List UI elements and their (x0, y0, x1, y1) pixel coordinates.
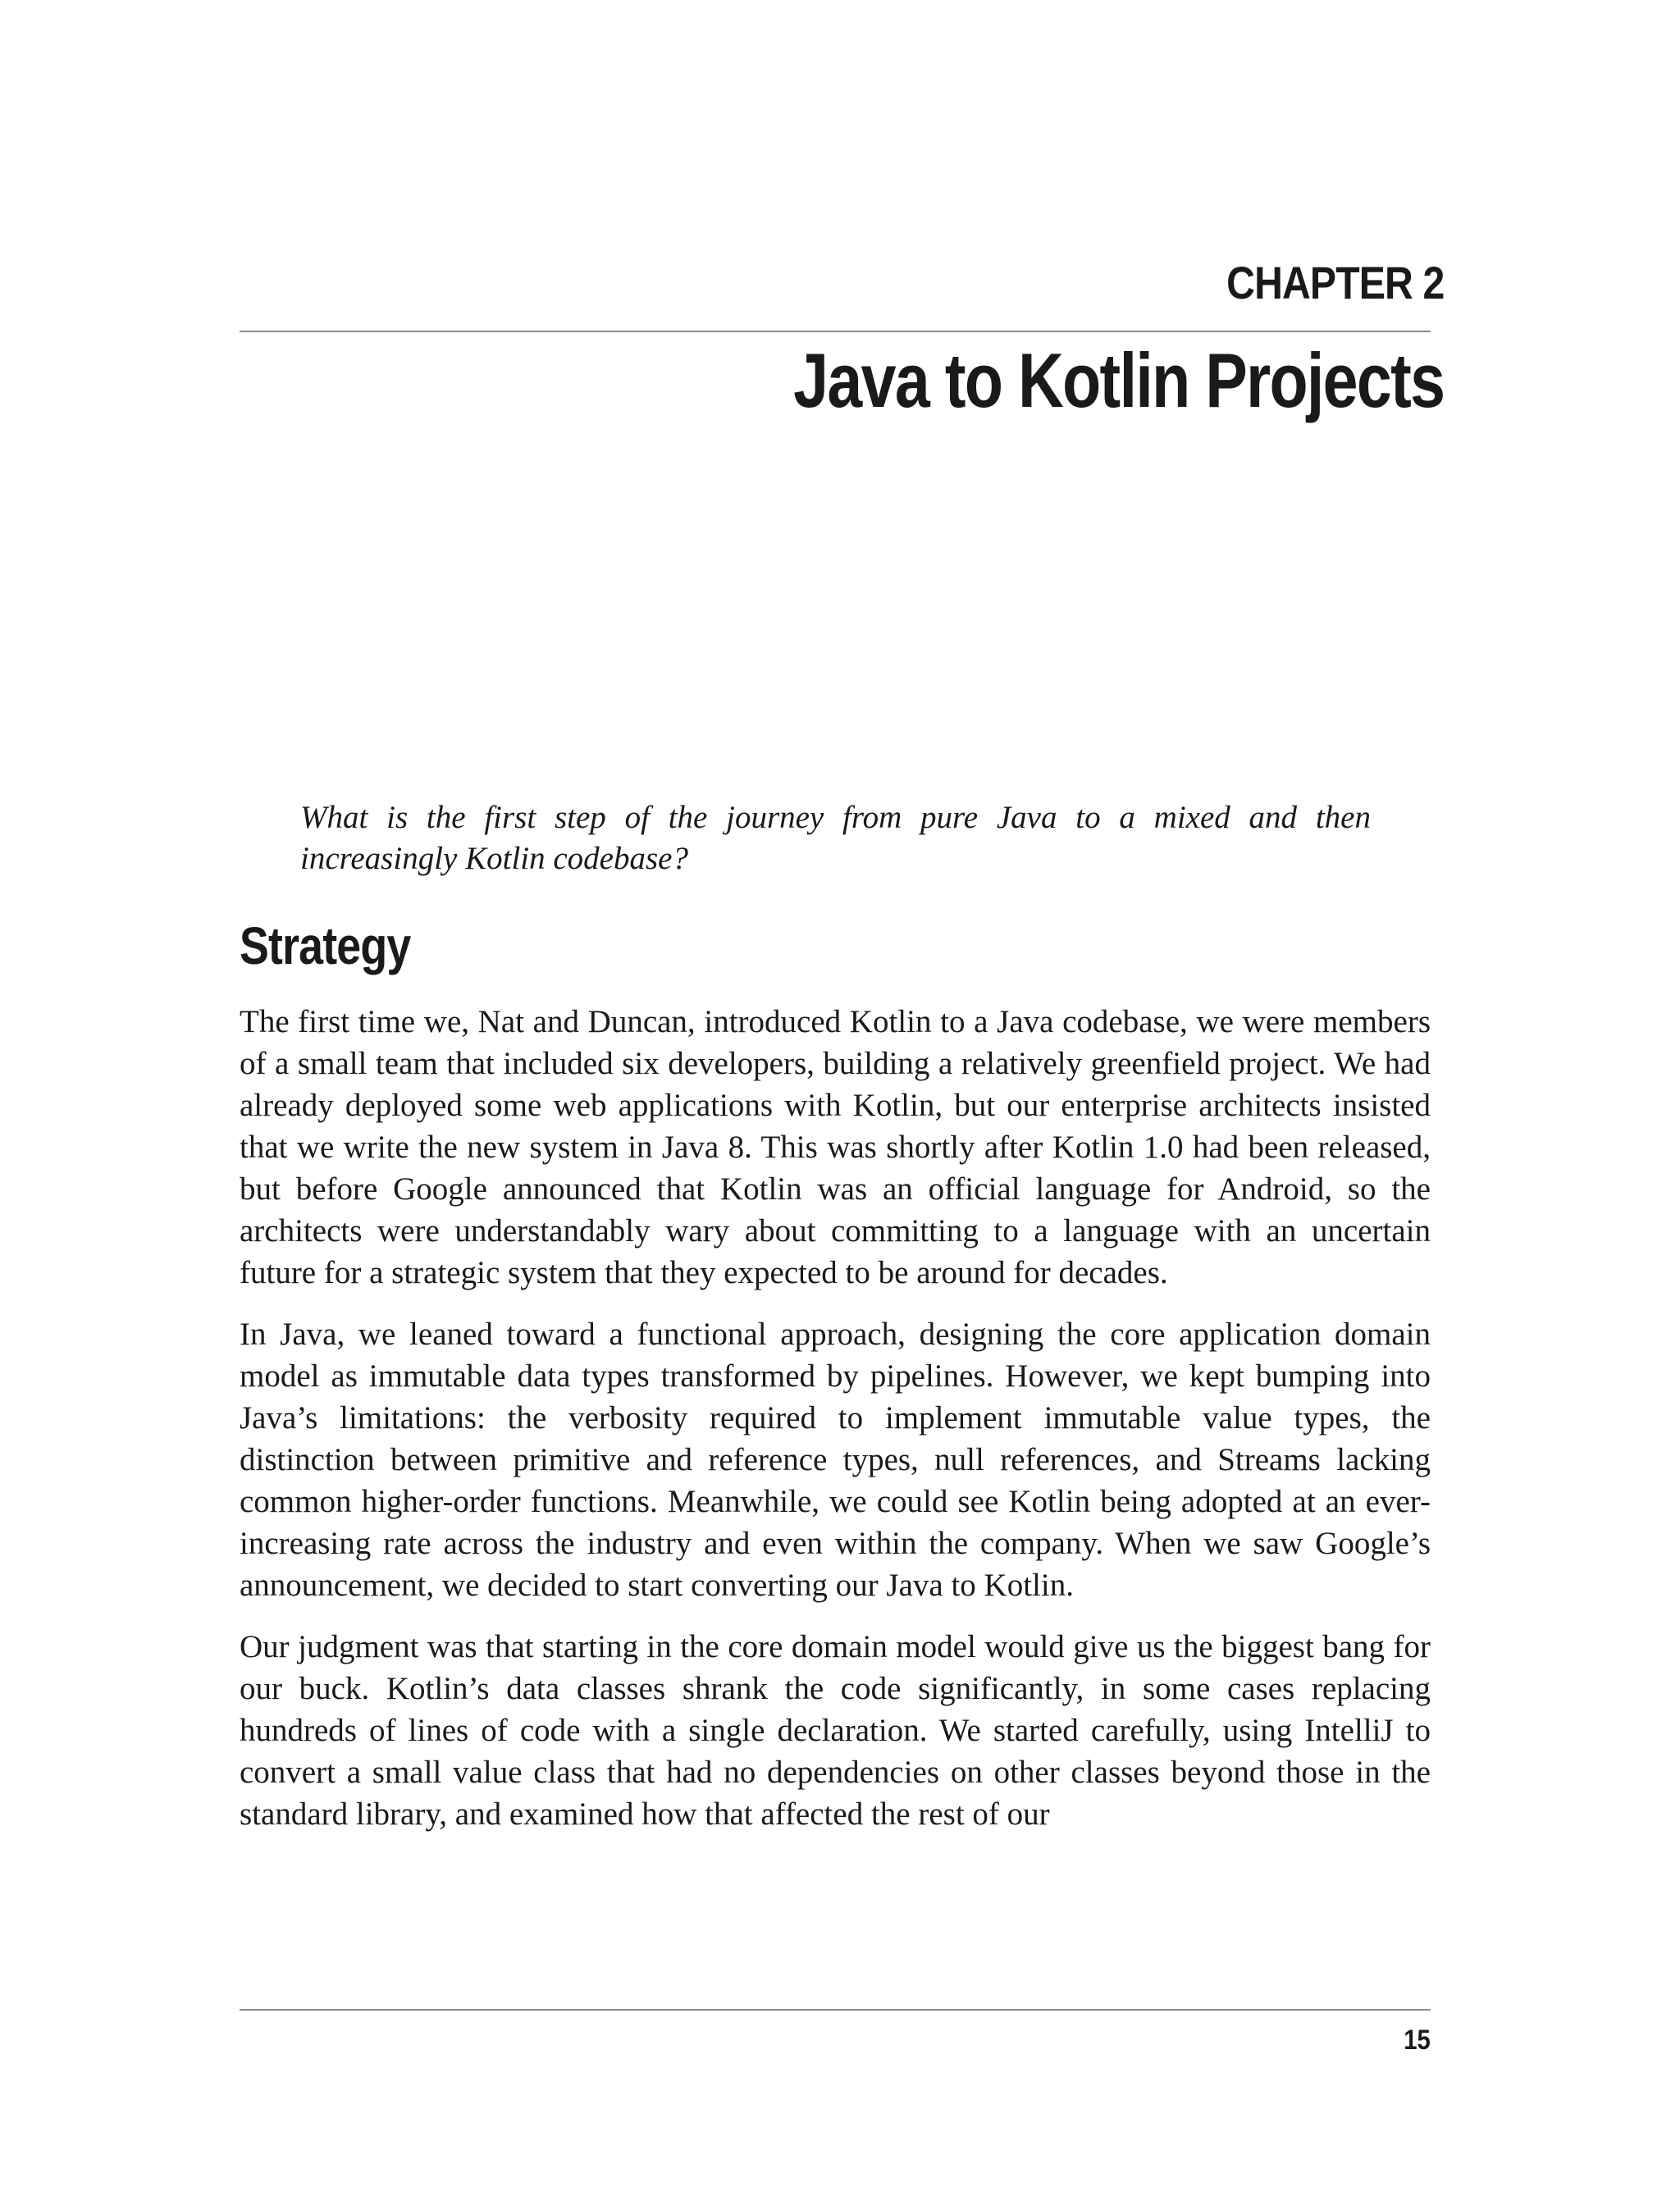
chapter-label: CHAPTER 2 (1226, 257, 1444, 308)
chapter-title: Java to Kotlin Projects (792, 337, 1444, 423)
footer-divider (240, 2009, 1431, 2011)
chapter-divider (240, 331, 1431, 332)
section-body (240, 1001, 1431, 1855)
body-paragraph: Our judgment was that starting in the core domain model would give us the biggest bang for our buck. Kotlin’s data classes shrank the code significantly, in some cases replacing hundreds of lines of code with a single declaration. We started carefully, using IntelliJ to convert a small value class that had no dependencies on other classes beyond those in the standard library, and examined how that affected the rest of our (240, 1629, 1431, 1832)
chapter-epigraph: What is the first step of the journey from pure Java to a mixed and then increasingly Kotlin codebase? (300, 800, 1371, 876)
page-number: 15 (1404, 2025, 1431, 2056)
section-heading: Strategy (240, 916, 411, 975)
body-paragraph: In Java, we leaned toward a functional approach, designing the core application domain model as immutable data types transformed by pipelines. However, we kept bumping into Java’s limitations: the verbosity required to implement immutable value types, the distinction between primitive and reference types, null references, and Streams lacking common higher-order functions. Meanwhile, we could see Kotlin being adopted at an ever-increasing rate across the industry and even within the company. When we saw Google’s announcement, we decided to start converting our Java to Kotlin. (240, 1317, 1431, 1603)
body-paragraph: The first time we, Nat and Duncan, introduced Kotlin to a Java codebase, we were members of a small team that included six developers, building a relatively greenfield project. We had already deployed some web applications with Kotlin, but our enterprise architects insisted that we write the new system in Java 8. This was shortly after Kotlin 1.0 had been released, but before Google announced that Kotlin was an official language for Android, so the architects were understandably wary about committing to a language with an uncertain future for a strategic system that they expected to be around for decades. (240, 1004, 1431, 1290)
